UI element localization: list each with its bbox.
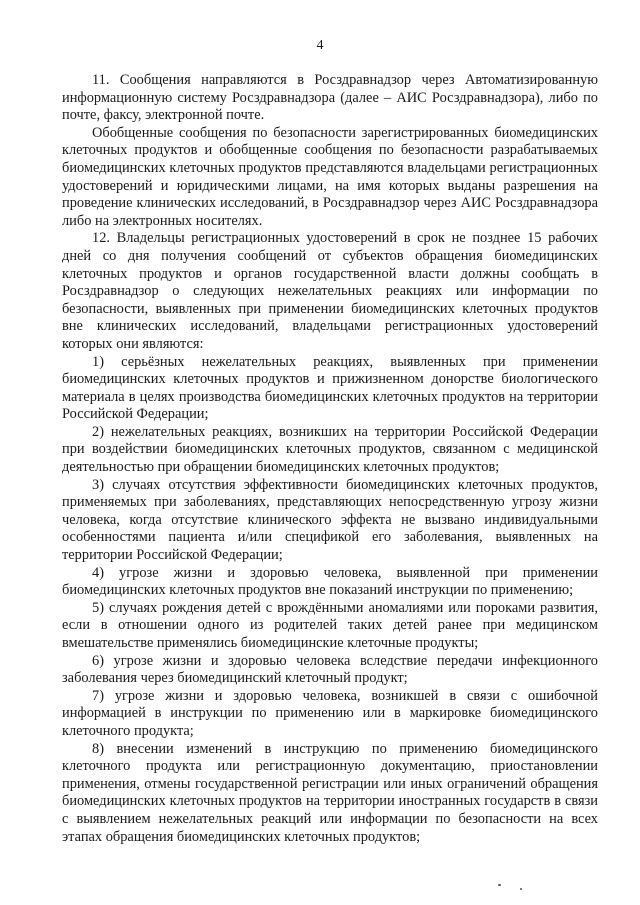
list-item-6: 6) угрозе жизни и здоровью человека вследствие передачи инфекционного заболевания через биомедицинский клеточный продукт; bbox=[62, 652, 598, 687]
list-item-4: 4) угрозе жизни и здоровью человека, выявленной при применении биомедицинских клеточных продуктов вне показаний инструкции по применению; bbox=[62, 564, 598, 599]
paragraph-11: 11. Сообщения направляются в Росздравнадзор через Автоматизированную информационную систему Росздравнадзора (далее – АИС Росздравнадзора), либо по почте, факсу, электронной почте. bbox=[62, 72, 598, 124]
page-number: 4 bbox=[316, 38, 324, 53]
paragraph-12: 12. Владельцы регистрационных удостоверений в срок не позднее 15 рабочих дней со дня получения сообщений от субъектов обращения биомедицинских клеточных продуктов и органов государственной власти должны сообщать в Росздравнадзор о следующих нежелательных реакциях или информации по безопасности, выявленных при применении биомедицинских клеточных продуктов вне клинических исследований, владельцами регистрационных удостоверений которых они являются: bbox=[62, 230, 598, 352]
scan-mark bbox=[498, 884, 501, 886]
list-item-7: 7) угрозе жизни и здоровью человека, возникшей в связи с ошибочной информацией в инструкции по применению или в маркировке биомедицинского клеточного продукта; bbox=[62, 687, 598, 739]
document-body bbox=[62, 72, 598, 846]
list-item-1: 1) серьёзных нежелательных реакциях, выявленных при применении биомедицинских клеточных продуктов и прижизненном донорстве биологического материала в целях производства биомедицинских клеточных продуктов на территории Российской Федерации; bbox=[62, 353, 598, 423]
list-item-5: 5) случаях рождения детей с врождёнными аномалиями или пороками развития, если в отношении одного из родителей таких детей ранее при медицинском вмешательстве применялись биомедицинские клеточные продукты; bbox=[62, 599, 598, 651]
list-item-8: 8) внесении изменений в инструкцию по применению биомедицинского клеточного продукта или регистрационную документацию, приостановлении применения, отмены государственной регистрации или иных ограничений обращения биомедицинских клеточных продуктов на территории иностранных государств в связи с выявлением нежелательных реакций или информации по безопасности на всех этапах обращения биомедицинских клеточных продуктов; bbox=[62, 740, 598, 845]
list-item-2: 2) нежелательных реакциях, возникших на территории Российской Федерации при воздействии биомедицинских клеточных продуктов, связанном с медицинской деятельностью при обращении биомедицинских клеточных продуктов; bbox=[62, 423, 598, 476]
list-item-3: 3) случаях отсутствия эффективности биомедицинских клеточных продуктов, применяемых при заболеваниях, представляющих непосредственную угрозу жизни человека, когда отсутствие клинического эффекта не вызвано индивидуальными особенностями пациента и/или спецификой его заболевания, выявленных на территории Российской Федерации; bbox=[62, 476, 598, 564]
paragraph-summary-reports: Обобщенные сообщения по безопасности зарегистрированных биомедицинских клеточных продуктов и обобщенные сообщения по безопасности разрабатываемых биомедицинских клеточных продуктов представляются владельцами регистрационных удостоверений и юридическими лицами, на имя которых выданы разрешения на проведение клинических исследований, в Росздравнадзор через АИС Росздравнадзора либо на электронных носителях. bbox=[62, 124, 598, 229]
scan-mark bbox=[520, 888, 522, 890]
